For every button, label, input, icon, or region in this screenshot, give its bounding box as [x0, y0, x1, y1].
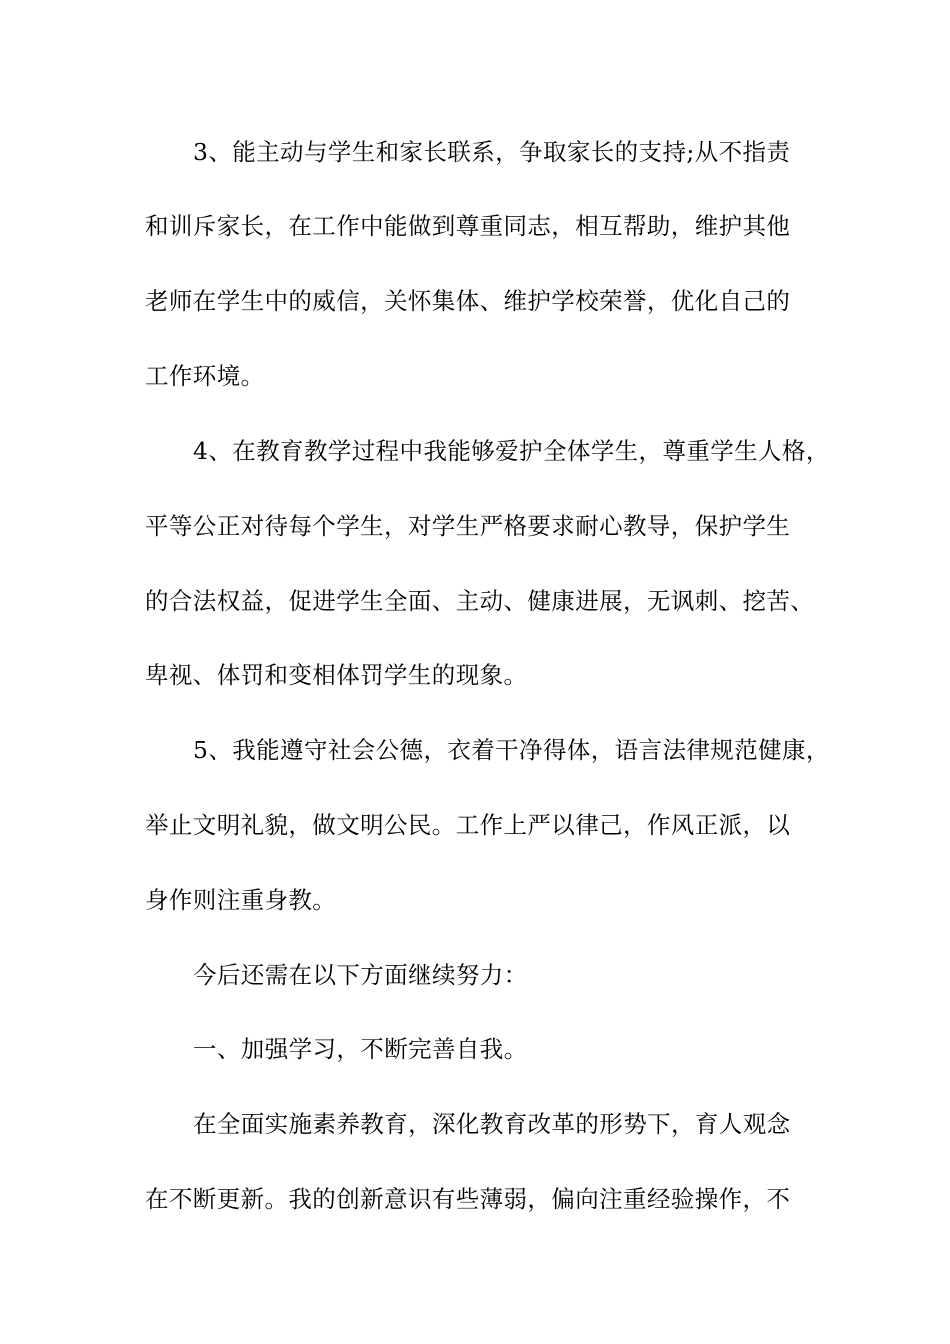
text-line: 今后还需在以下方面继续努力： — [193, 961, 528, 989]
text-line: 举止文明礼貌，做文明公民。工作上严以律己，作风正派，以 — [145, 811, 791, 839]
text-line: 和训斥家长，在工作中能做到尊重同志，相互帮助，维护其他 — [145, 212, 791, 240]
text-line: 5、我能遵守社会公德，衣着干净得体，语言法律规范健康， — [193, 736, 830, 764]
text-line: 卑视、体罚和变相体罚学生的现象。 — [145, 661, 528, 689]
text-line: 老师在学生中的威信，关怀集体、维护学校荣誉，优化自己的 — [145, 287, 791, 315]
text-line: 一、加强学习，不断完善自我。 — [193, 1035, 528, 1063]
text-line: 4、在教育教学过程中我能够爱护全体学生，尊重学生人格， — [193, 437, 830, 465]
text-line: 工作环境。 — [145, 362, 265, 390]
text-line: 的合法权益，促进学生全面、主动、健康进展，无讽刺、挖苦、 — [145, 587, 815, 615]
text-line: 在全面实施素养教育，深化教育改革的形势下，育人观念 — [193, 1110, 791, 1138]
text-line: 在不断更新。我的创新意识有些薄弱，偏向注重经验操作，不 — [145, 1185, 791, 1213]
text-line: 3、能主动与学生和家长联系，争取家长的支持;从不指责 — [193, 138, 791, 166]
text-line: 身作则注重身教。 — [145, 886, 337, 914]
text-line: 平等公正对待每个学生，对学生严格要求耐心教导，保护学生 — [145, 512, 791, 540]
